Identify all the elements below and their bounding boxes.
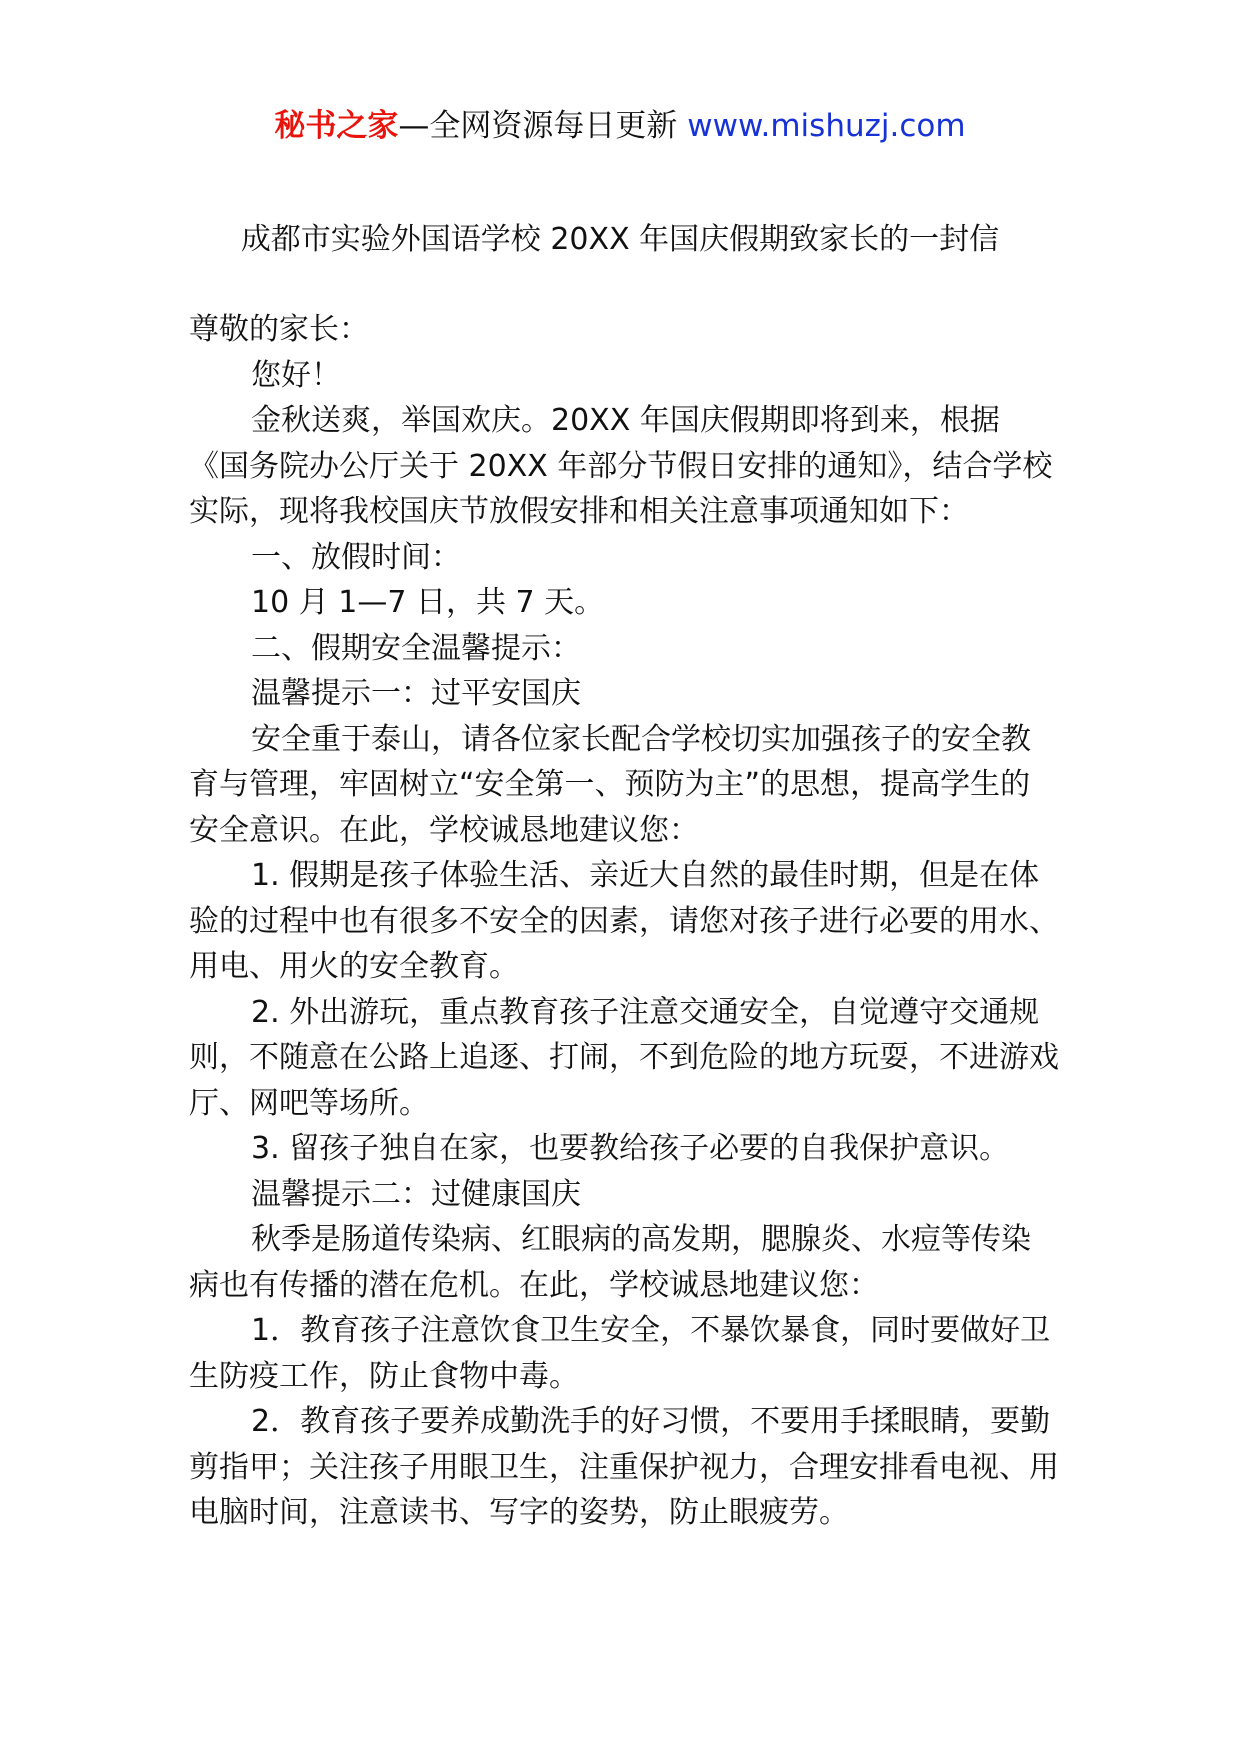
- paragraph: 秋季是肠道传染病、红眼病的高发期，腮腺炎、水痘等传染病也有传播的潜在危机。在此，学校诚恳地建议您：: [189, 1222, 1031, 1303]
- tip-heading: 温馨提示二：过健康国庆: [251, 1176, 581, 1212]
- list-item: 1. 假期是孩子体验生活、亲近大自然的最佳时期，但是在体验的过程中也有很多不安全的因素，请您对孩子进行必要的用水、用电、用火的安全教育。: [189, 858, 1059, 984]
- paragraph: 您好！: [251, 357, 341, 393]
- list-item: 3. 留孩子独自在家，也要教给孩子必要的自我保护意识。: [251, 1131, 1010, 1166]
- list-item: 1．教育孩子注意饮食卫生安全，不暴饮暴食，同时要做好卫生防疫工作，防止食物中毒。: [189, 1313, 1051, 1394]
- salutation: 尊敬的家长：: [189, 312, 369, 347]
- tip-heading: 温馨提示一：过平安国庆: [251, 676, 581, 711]
- section-heading: 一、放假时间：: [251, 539, 461, 575]
- paragraph: 金秋送爽，举国欢庆。20XX 年国庆假期即将到来，根据《国务院办公厅关于 20XX 年部分节假日安排的通知》，结合学校实际，现将我校国庆节放假安排和相关注意事项通知如下：: [189, 403, 1053, 529]
- section-heading: 二、假期安全温馨提示：: [251, 630, 581, 666]
- paragraph: 10 月 1—7 日，共 7 天。: [251, 585, 605, 620]
- brand-name: 秘书之家: [274, 108, 399, 144]
- document-title: 成都市实验外国语学校 20XX 年国庆假期致家长的一封信: [240, 222, 1000, 257]
- list-item: 2. 外出游玩，重点教育孩子注意交通安全，自觉遵守交通规则，不随意在公路上追逐、打闹，不到危险的地方玩耍，不进游戏厅、网吧等场所。: [189, 994, 1059, 1121]
- site-url: www.mishuzj.com: [687, 108, 966, 144]
- site-header: [0, 104, 1240, 148]
- list-item: 2．教育孩子要养成勤洗手的好习惯，不要用手揉眼睛，要勤剪指甲；关注孩子用眼卫生，注重保护视力，合理安排看电视、用电脑时间，注意读书、写字的姿势，防止眼疲劳。: [189, 1404, 1059, 1530]
- letter-body: [189, 307, 1059, 1536]
- paragraph: 安全重于泰山，请各位家长配合学校切实加强孩子的安全教育与管理，牢固树立“安全第一、预防为主”的思想，提高学生的安全意识。在此，学校诚恳地建议您：: [189, 721, 1031, 848]
- header-tagline: —全网资源每日更新: [398, 108, 688, 144]
